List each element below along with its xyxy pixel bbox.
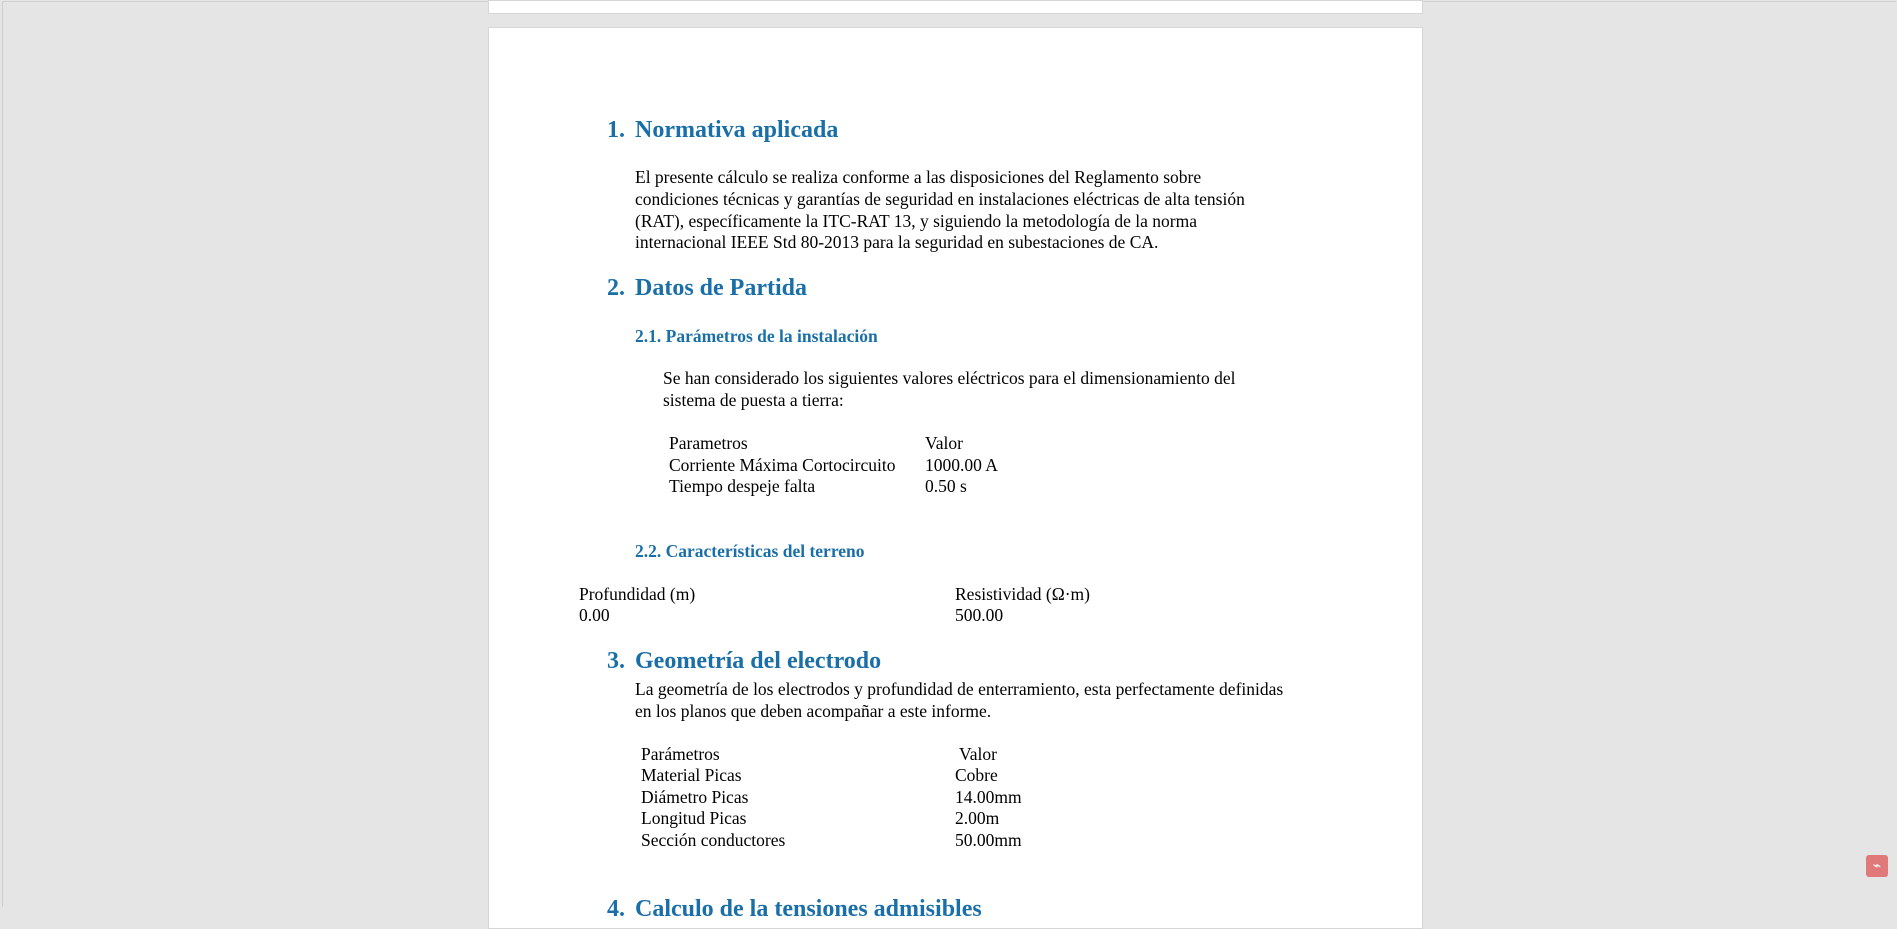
paragraph-line: sistema de puesta a tierra:: [663, 390, 844, 410]
pdf-icon[interactable]: ⌁: [1866, 855, 1888, 877]
previous-page: [488, 0, 1423, 14]
table-header: Parámetros: [641, 744, 720, 764]
paragraph-line: El presente cálculo se realiza conforme a las disposiciones del Reglamento sobre: [635, 167, 1202, 187]
paragraph-line: internacional IEEE Std 80-2013 para la seguridad en subestaciones de CA.: [635, 232, 1159, 252]
paragraph-line: La geometría de los electrodos y profundidad de enterramiento, esta perfectamente definidas: [635, 679, 1284, 699]
table-header: Parametros: [669, 433, 748, 453]
table-cell: 2.00m: [955, 808, 1000, 828]
section-3-title: Geometría del electrodo: [635, 648, 882, 674]
subsection-2-2-title: 2.2. Características del terreno: [635, 541, 865, 561]
table-cell: 0.50 s: [925, 476, 967, 496]
paragraph-line: Se han considerado los siguientes valores eléctricos para el dimensionamiento del: [663, 368, 1236, 388]
section-1-title: Normativa aplicada: [635, 117, 839, 143]
paragraph-line: (RAT), específicamente la ITC-RAT 13, y siguiendo la metodología de la norma: [635, 211, 1197, 231]
document-page: [488, 27, 1423, 929]
table-header: Valor: [959, 744, 997, 764]
table-header: Profundidad (m): [579, 584, 696, 604]
table-cell: 500.00: [955, 605, 1004, 625]
subsection-2-1-title: 2.1. Parámetros de la instalación: [635, 326, 878, 346]
section-2-title: Datos de Partida: [635, 275, 807, 301]
table-cell: 14.00mm: [955, 787, 1022, 807]
table-cell: Tiempo despeje falta: [669, 476, 816, 496]
table-cell: Longitud Picas: [641, 808, 747, 828]
table-cell: 50.00mm: [955, 830, 1022, 850]
table-cell: Diámetro Picas: [641, 787, 749, 807]
table-cell: Material Picas: [641, 765, 742, 785]
section-4-number: 4.: [607, 896, 625, 922]
table-cell: 1000.00 A: [925, 455, 998, 475]
paragraph-line: en los planos que deben acompañar a este informe.: [635, 701, 992, 721]
paragraph-line: condiciones técnicas y garantías de seguridad en instalaciones eléctricas de alta tensión: [635, 189, 1245, 209]
table-cell: 0.00: [579, 605, 610, 625]
document-viewer[interactable]: [2, 1, 1896, 922]
section-2-number: 2.: [607, 275, 625, 301]
table-cell: Cobre: [955, 765, 998, 785]
section-3-number: 3.: [607, 648, 625, 674]
section-4-title: Calculo de la tensiones admisibles: [635, 896, 982, 922]
table-cell: Sección conductores: [641, 830, 786, 850]
section-1-number: 1.: [607, 117, 625, 143]
table-cell: Corriente Máxima Cortocircuito: [669, 455, 896, 475]
table-header: Resistividad (Ω·m): [955, 584, 1091, 604]
table-header: Valor: [925, 433, 963, 453]
